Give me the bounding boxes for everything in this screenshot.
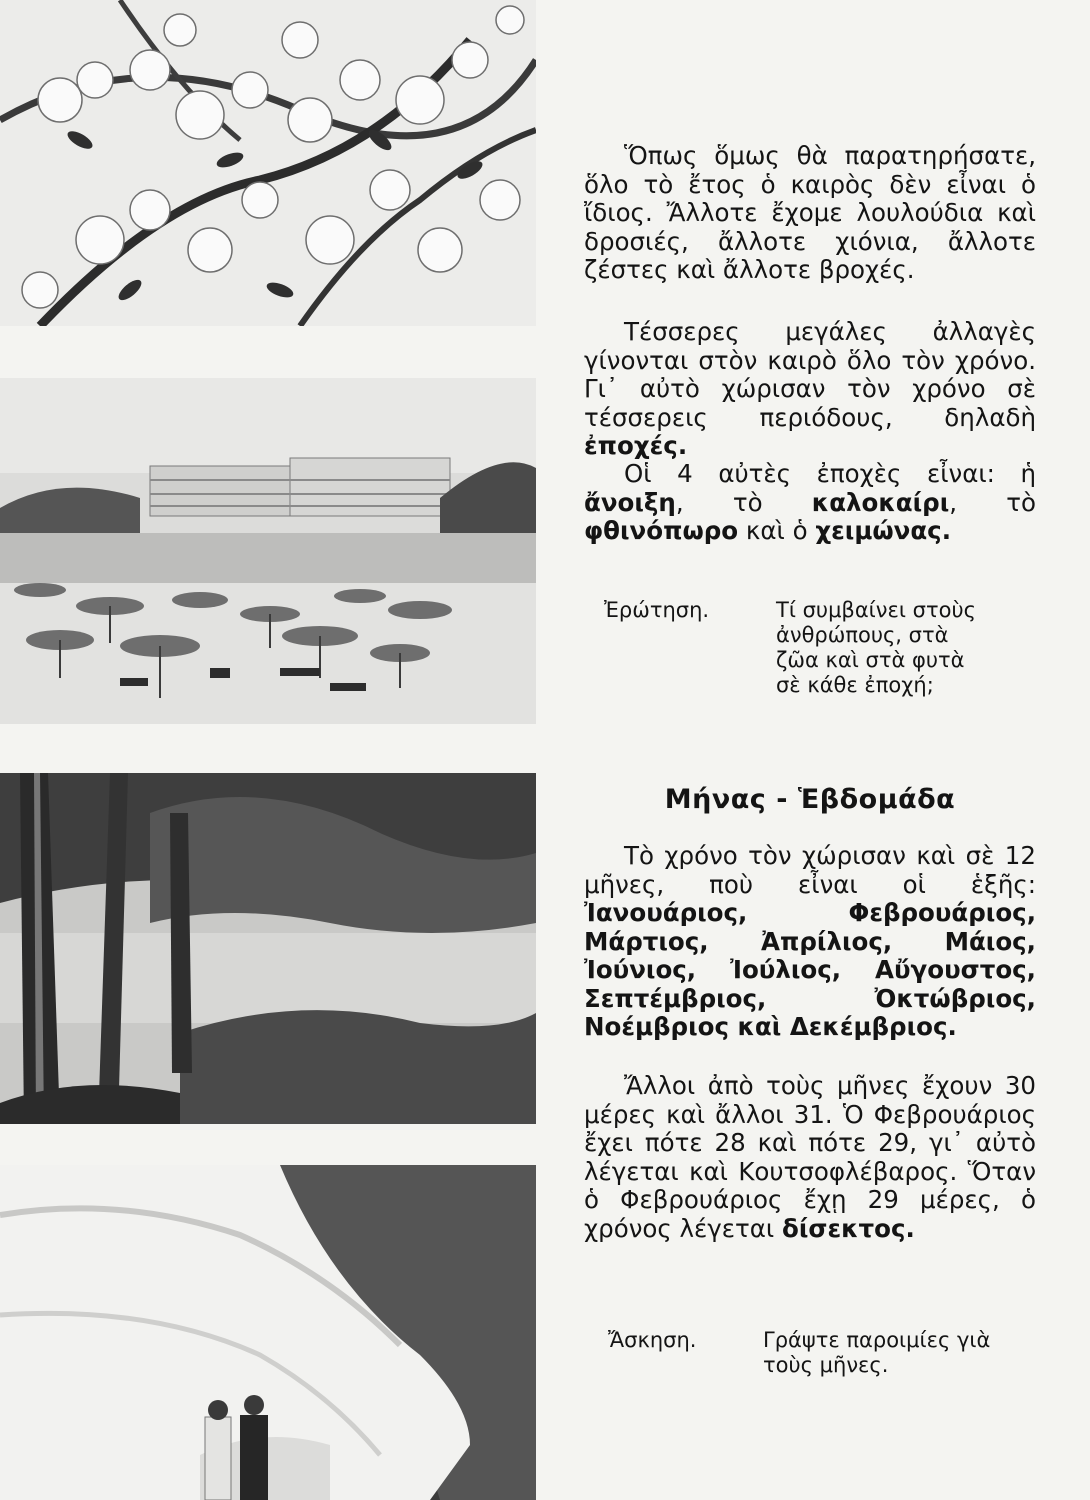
season-winter: χειμώνας. (815, 516, 952, 545)
photo-winter-snow (0, 1165, 536, 1500)
days-paragraph: Ἄλλοι ἀπὸ τοὺς μῆνες ἔχουν 30 μέρες καὶ ἄλλοι 31. Ὁ Φεβρουάριος ἔχει πότε 28 καὶ πότε 29, γι᾽ αὐτὸ λέγεται καὶ Κουτσοφλέβαρος. Ὅταν ὁ Φεβρουάριος ἔχῃ 29 μέρες, ὁ χρόνος λέγεται δίσεκτος. (584, 1071, 1036, 1243)
photo-spring-blossoms (0, 0, 536, 326)
season-autumn: φθινόπωρο (584, 516, 739, 545)
photo-summer-beach (0, 378, 536, 724)
section-title: Μήνας - Ἑβδομάδα (664, 784, 956, 815)
months-list: Ἰανουάριος, Φεβρουάριος, Μάρτιος, Ἀπρίλιος, Μάιος, Ἰούνιος, Ἰούλιος, Αὔγουστος, Σεπτέμβριος, Ὀκτώβριος, Νοέμβριος καὶ Δεκέμβριος. (584, 898, 1036, 1041)
question-text: Τί συμβαίνει στοὺς ἀνθρώπους, στὰ ζῶα καὶ στὰ φυτὰ σὲ κάθε ἐποχή; (776, 598, 976, 697)
intro-paragraph: Ὅπως ὅμως θὰ παρατηρήσατε, ὅλο τὸ ἔτος ὁ καιρὸς δὲν εἶναι ὁ ἴδιος. Ἄλλοτε ἔχομε λουλούδια καὶ δροσιές, ἄλλοτε χιόνια, ἄλλοτε ζέστες καὶ ἄλλοτε βροχές. (584, 141, 1036, 284)
leap-year-term: δίσεκτος. (782, 1213, 915, 1243)
photo-autumn-forest (0, 773, 536, 1124)
season-spring: ἄνοιξη (584, 487, 676, 517)
months-paragraph: Τὸ χρόνο τὸν χώρισαν καὶ σὲ 12 μῆνες, ποὺ εἶναι οἱ ἑξῆς: Ἰανουάριος, Φεβρουάριος, Μάρτιος, Ἀπρίλιος, Μάιος, Ἰούνιος, Ἰούλιος, Αὔγουστος, Σεπτέμβριος, Ὀκτώβριος, Νοέμβριος καὶ Δεκέμβριος. (584, 841, 1036, 1041)
seasons-change-paragraph: Τέσσερες μεγάλες ἀλλαγὲς γίνονται στὸν καιρὸ ὅλο τὸν χρόνο. Γι᾽ αὐτὸ χώρισαν τὸν χρόνο σὲ τέσσερεις περιόδους, δηλαδὴ ἐποχές. (584, 317, 1036, 460)
four-seasons-paragraph: Οἱ 4 αὐτὲς ἐποχὲς εἶναι: ἡ ἄνοιξη, τὸ καλοκαίρι, τὸ φθινόπωρο καὶ ὁ χειμώνας. (584, 459, 1036, 545)
question-label: Ἐρώτηση. (604, 598, 710, 622)
exercise-label: Ἄσκηση. (608, 1328, 697, 1352)
season-summer: καλοκαίρι (811, 487, 950, 517)
seasons-term: ἐποχές. (584, 431, 688, 460)
exercise-text: Γράψτε παροιμίες γιὰ τοὺς μῆνες. (763, 1328, 991, 1377)
